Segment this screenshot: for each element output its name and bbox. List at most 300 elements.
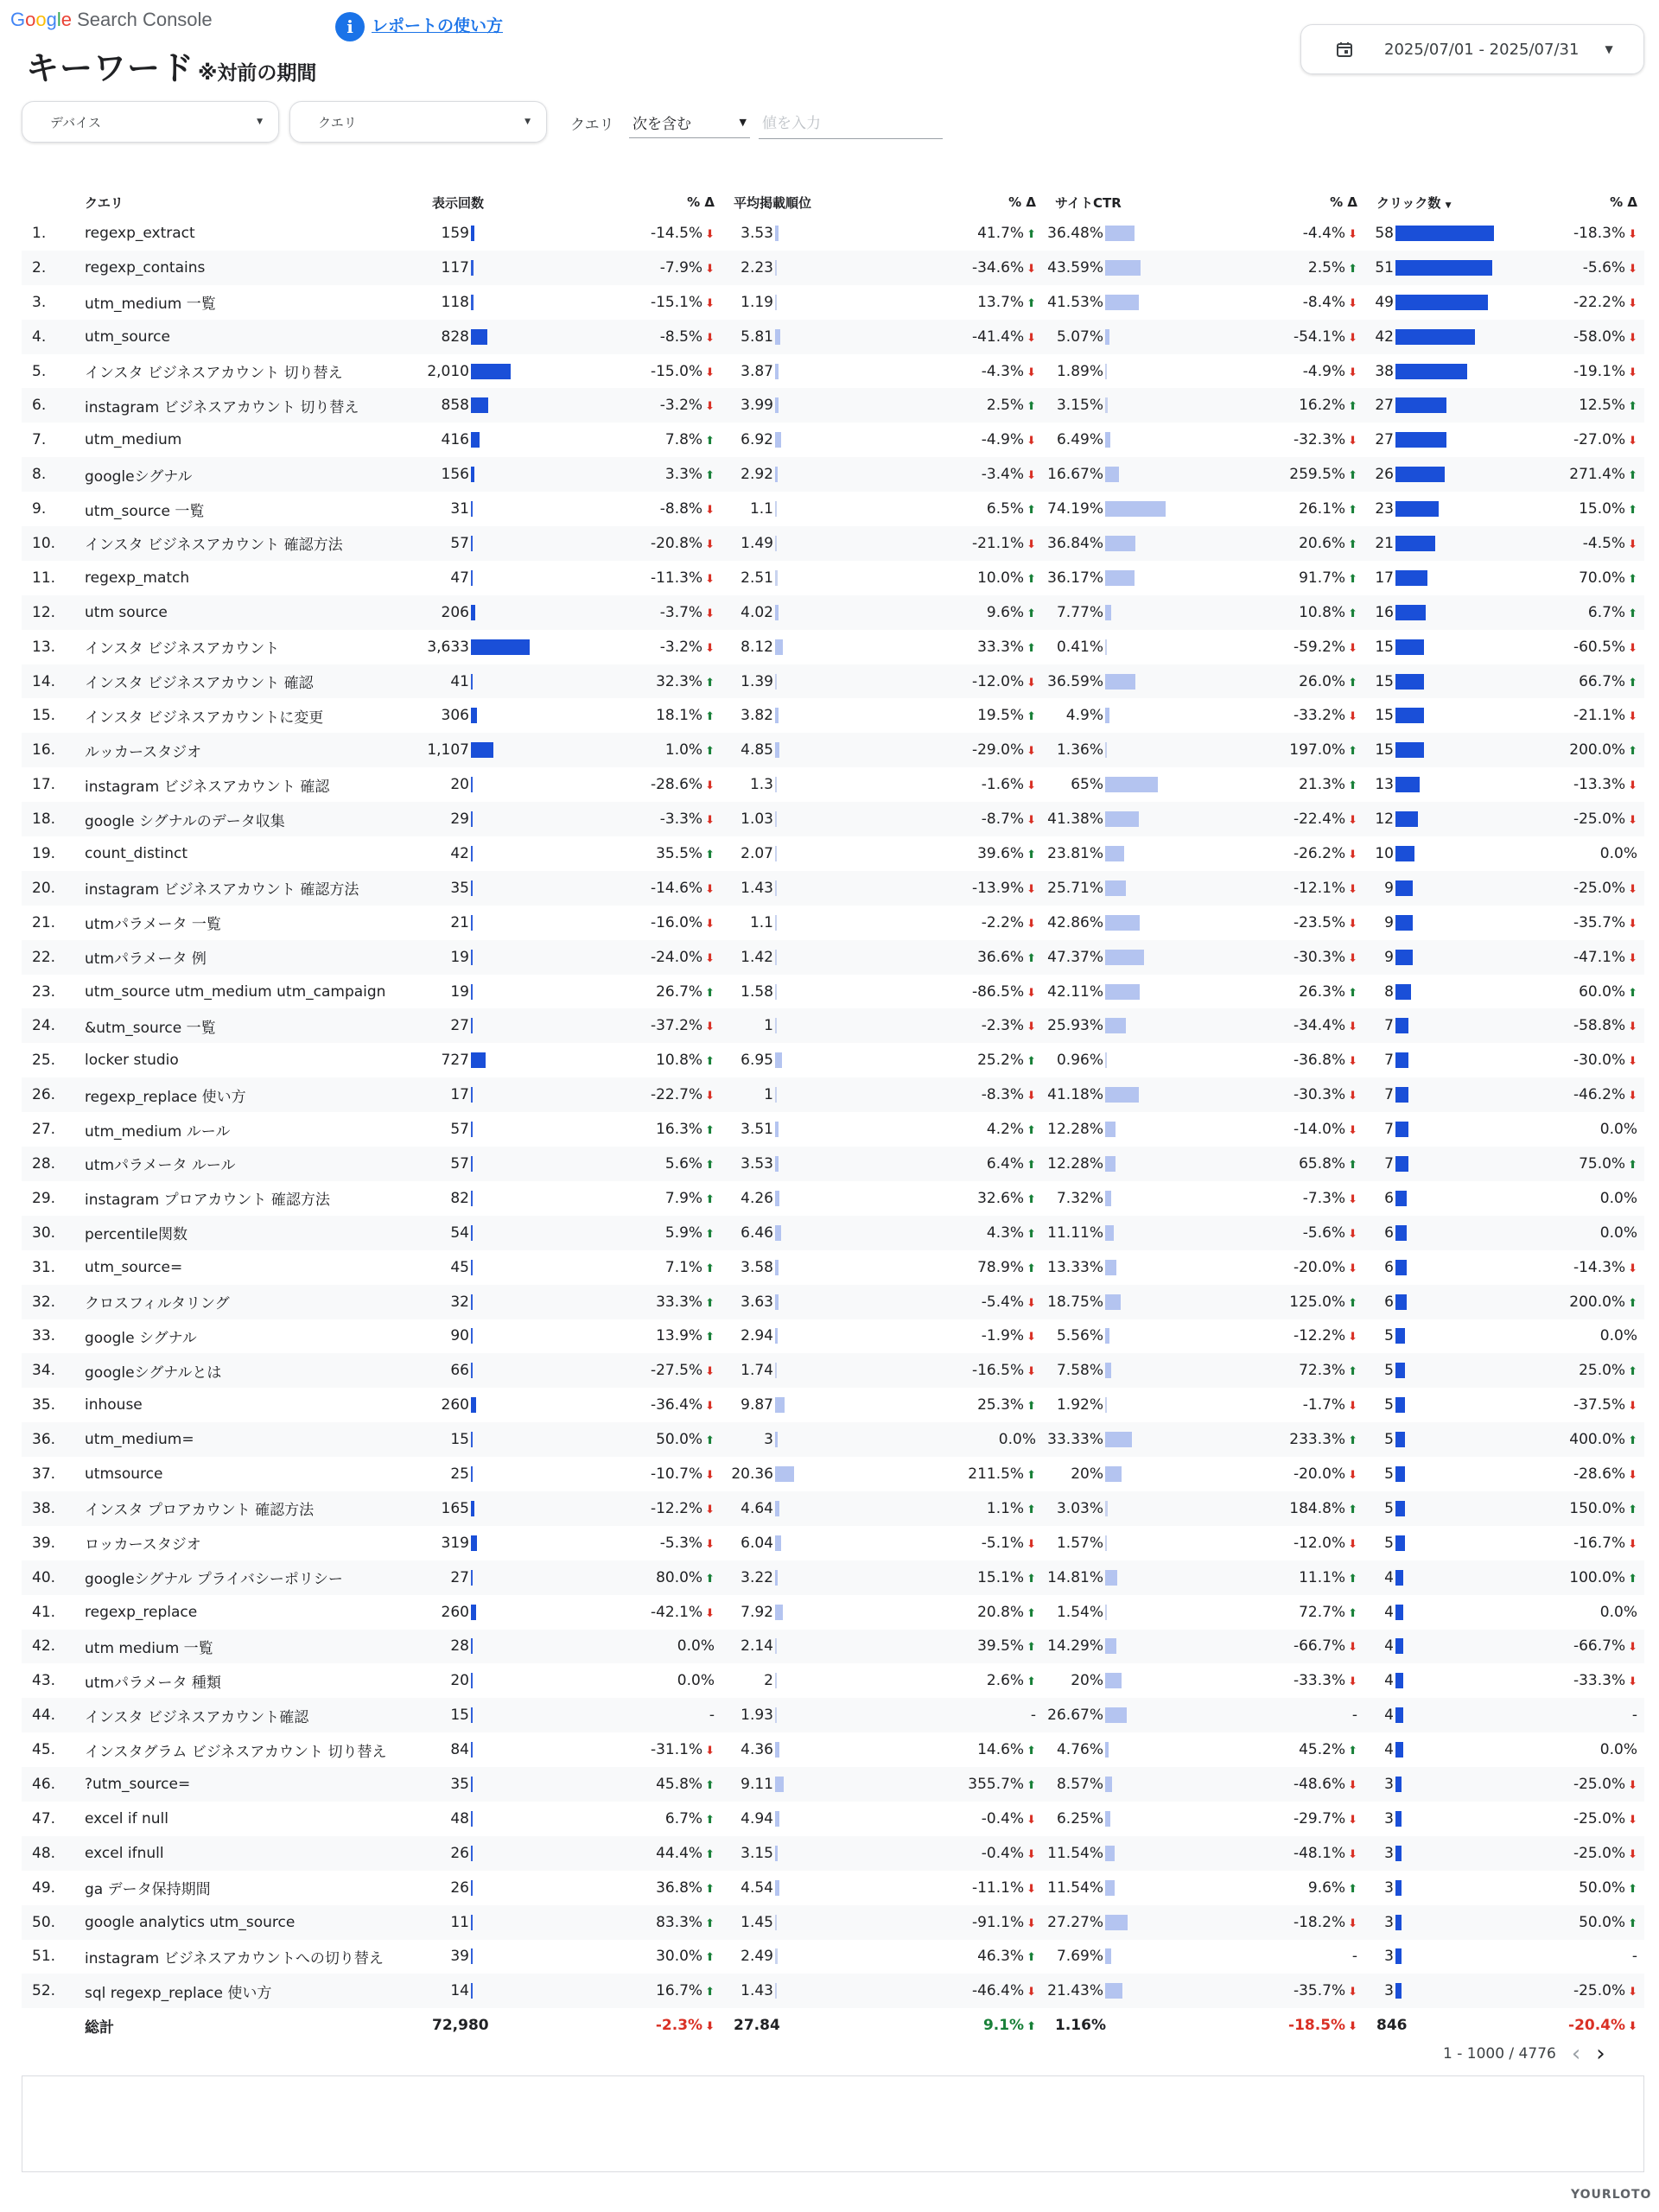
bar — [1395, 1742, 1403, 1758]
bar — [1105, 1122, 1116, 1137]
help-link[interactable]: レポートの使い方 — [372, 16, 504, 35]
bar — [775, 226, 779, 241]
row-query[interactable]: google analytics utm_source — [85, 1905, 400, 1940]
arrow-down-icon: ⬇ — [1027, 1813, 1036, 1827]
table-row[interactable] — [22, 975, 1644, 1009]
table-row[interactable] — [22, 1905, 1644, 1940]
row-site-ctr: 11.54% — [1043, 1871, 1173, 1905]
table-row[interactable] — [22, 1560, 1644, 1595]
arrow-up-icon: ⬆ — [1348, 676, 1357, 690]
row-query[interactable]: excel if null — [85, 1809, 168, 1827]
row-query[interactable]: instagram ビジネスアカウントへの切り替え — [85, 1949, 384, 1967]
row-query[interactable]: utmパラメータ ルール — [85, 1147, 400, 1181]
row-query[interactable]: utm medium 一覧 — [85, 1630, 400, 1664]
arrow-up-icon: ⬆ — [1628, 1916, 1637, 1930]
row-avg-position: 3.63 — [721, 1285, 851, 1319]
bar — [1395, 1605, 1403, 1620]
arrow-up-icon: ⬆ — [1348, 1365, 1357, 1379]
row-delta-impressions: 44.4% ⬆ — [530, 1836, 721, 1871]
bar — [1395, 1052, 1408, 1068]
bar — [471, 1948, 473, 1964]
row-delta-position: 15.1% ⬆ — [851, 1560, 1043, 1595]
row-query[interactable]: インスタ ビジネスアカウント 切り替え — [85, 365, 343, 382]
row-rank: 43. — [32, 1672, 56, 1690]
row-rank: 22. — [22, 940, 85, 975]
device-filter[interactable] — [22, 101, 279, 143]
row-rank: 18. — [22, 802, 85, 836]
row-delta-position: 39.6% ⬆ — [977, 844, 1036, 862]
operator-select[interactable] — [629, 107, 750, 138]
bar — [1395, 674, 1424, 690]
bar — [775, 1397, 785, 1413]
row-impressions: 2,010 — [400, 354, 530, 389]
row-rank: 34. — [22, 1353, 85, 1388]
row-clicks: 9 — [1364, 940, 1494, 975]
bar — [471, 777, 473, 792]
bar — [471, 1122, 473, 1137]
row-site-ctr: 43.59% — [1043, 251, 1173, 285]
row-avg-position: 7.92 — [721, 1595, 851, 1630]
chevron-right-icon[interactable]: › — [1596, 2041, 1605, 2067]
row-delta-position: 6.4% ⬆ — [851, 1147, 1043, 1181]
table-row[interactable] — [22, 354, 1644, 389]
arrow-down-icon: ⬇ — [1027, 1986, 1036, 1999]
row-query[interactable]: googleシグナル プライバシーポリシー — [85, 1560, 400, 1595]
row-delta-impressions: 6.7% ⬆ — [664, 1809, 715, 1827]
bar — [775, 1948, 778, 1964]
row-query[interactable]: instagram ビジネスアカウント 確認 — [85, 778, 330, 796]
row-delta-ctr: -12.2% ⬇ — [1293, 1327, 1357, 1345]
row-site-ctr: 74.19% — [1043, 492, 1173, 526]
table-row[interactable] — [22, 1285, 1644, 1319]
row-query[interactable]: インスタ ビジネスアカウント 確認 — [85, 664, 400, 699]
table-row[interactable] — [22, 630, 1644, 664]
row-avg-position: 2.51 — [721, 561, 851, 595]
row-delta-position: -12.0% ⬇ — [851, 664, 1043, 699]
row-delta-clicks: -25.0% ⬇ — [1494, 1974, 1644, 2008]
bar — [775, 1294, 779, 1310]
bar — [471, 1466, 473, 1482]
col-delta-impressions[interactable]: % Δ — [687, 194, 715, 210]
row-site-ctr: 3.03% — [1043, 1491, 1173, 1526]
arrow-up-icon: ⬆ — [1348, 469, 1357, 483]
bar — [1395, 1191, 1407, 1206]
row-clicks: 3 — [1364, 1871, 1494, 1905]
row-clicks: 10 — [1364, 836, 1494, 871]
row-delta-clicks: 150.0% ⬆ — [1494, 1491, 1644, 1526]
bar — [775, 1605, 783, 1620]
row-query[interactable]: regexp_match — [85, 569, 190, 587]
row-query[interactable]: regexp_replace — [85, 1603, 198, 1621]
row-query[interactable]: utm source — [85, 595, 400, 630]
table-row[interactable] — [22, 1388, 1644, 1422]
row-query[interactable]: utm_source 一覧 — [85, 502, 205, 520]
bar — [775, 1260, 779, 1275]
row-query[interactable]: utm_source — [85, 320, 400, 354]
table-row[interactable] — [22, 1491, 1644, 1526]
row-query[interactable]: instagram プロアカウント 確認方法 — [85, 1192, 330, 1210]
row-query[interactable]: utmパラメータ 例 — [85, 940, 400, 975]
table-row[interactable] — [22, 216, 1644, 251]
table-row[interactable] — [22, 1077, 1644, 1112]
table-row[interactable] — [22, 1112, 1644, 1147]
table-row[interactable] — [22, 595, 1644, 630]
row-query[interactable]: utm_medium 一覧 — [85, 296, 216, 314]
col-avg-position[interactable]: 平均掲載順位 — [734, 194, 812, 211]
row-avg-position: 1.3 — [721, 767, 851, 802]
row-delta-position: 0.0% — [851, 1422, 1043, 1457]
row-impressions: 54 — [400, 1216, 530, 1250]
arrow-up-icon: ⬆ — [1027, 296, 1036, 310]
row-query[interactable]: &utm_source 一覧 — [85, 1008, 400, 1043]
row-delta-ctr: 125.0% ⬆ — [1173, 1285, 1364, 1319]
row-delta-clicks: -4.5% ⬇ — [1494, 526, 1644, 561]
bar — [1105, 605, 1111, 620]
row-delta-impressions: 33.3% ⬆ — [530, 1285, 721, 1319]
bar — [471, 536, 473, 551]
bar — [775, 846, 777, 861]
row-site-ctr: 0.96% — [1043, 1043, 1173, 1077]
row-query[interactable]: googleシグナル — [85, 457, 400, 492]
arrow-down-icon: ⬇ — [705, 296, 715, 310]
row-query[interactable]: インスタ ビジネスアカウントに変更 — [85, 709, 324, 727]
arrow-up-icon: ⬆ — [705, 435, 715, 448]
arrow-down-icon: ⬇ — [1628, 641, 1637, 655]
table-row[interactable] — [22, 1802, 1644, 1836]
row-query[interactable]: google シグナル — [85, 1329, 197, 1347]
table-row[interactable] — [22, 561, 1644, 595]
row-avg-position: 1.45 — [721, 1905, 851, 1940]
table-header-row — [22, 188, 1644, 216]
arrow-up-icon: ⬆ — [705, 676, 715, 690]
arrow-down-icon: ⬇ — [1027, 1331, 1036, 1344]
arrow-up-icon: ⬆ — [1027, 227, 1036, 241]
table-row[interactable] — [22, 664, 1644, 699]
arrow-down-icon: ⬇ — [705, 917, 715, 931]
table-row[interactable] — [22, 457, 1644, 492]
arrow-up-icon: ⬆ — [1027, 1675, 1036, 1689]
row-delta-ctr: 65.8% ⬆ — [1173, 1147, 1364, 1181]
bar — [471, 1811, 473, 1827]
arrow-down-icon: ⬇ — [1628, 1675, 1637, 1689]
table-row[interactable] — [22, 320, 1644, 354]
col-clicks-label: クリック数 — [1376, 194, 1441, 211]
row-query[interactable]: インスタ ビジネスアカウント確認 — [85, 1698, 400, 1732]
row-query[interactable]: excel ifnull — [85, 1836, 400, 1871]
arrow-up-icon: ⬆ — [1348, 1572, 1357, 1586]
row-impressions: 260 — [400, 1388, 530, 1422]
table-row[interactable] — [22, 1630, 1644, 1664]
row-delta-position: 1.1% ⬆ — [851, 1491, 1043, 1526]
logo-product-name: Search Console — [72, 9, 213, 30]
row-query[interactable]: utm_medium ルール — [85, 1122, 231, 1141]
arrow-up-icon: ⬆ — [1348, 1606, 1357, 1620]
table-row[interactable] — [22, 285, 1644, 320]
row-query[interactable]: utm_medium= — [85, 1422, 400, 1457]
row-site-ctr: 16.67% — [1043, 457, 1173, 492]
row-rank: 26. — [22, 1077, 85, 1112]
row-query[interactable]: utm_medium — [85, 431, 182, 449]
row-query[interactable]: instagram ビジネスアカウント 確認方法 — [85, 871, 400, 906]
row-delta-impressions: -42.1% ⬇ — [650, 1603, 715, 1621]
table-row[interactable] — [22, 871, 1644, 906]
bar — [775, 1156, 779, 1172]
row-delta-position: 6.5% ⬆ — [986, 500, 1036, 518]
arrow-up-icon: ⬆ — [705, 469, 715, 483]
row-query[interactable]: utm_source= — [85, 1258, 183, 1276]
row-delta-impressions: 83.3% ⬆ — [530, 1905, 721, 1940]
table-row[interactable] — [22, 1181, 1644, 1216]
table-row[interactable] — [22, 940, 1644, 975]
row-impressions: 206 — [400, 595, 530, 630]
row-delta-clicks: - — [1631, 1948, 1637, 1966]
table-row[interactable] — [22, 906, 1644, 940]
table-row[interactable] — [22, 1250, 1644, 1285]
arrow-down-icon: ⬇ — [705, 400, 715, 414]
table-row[interactable] — [22, 1663, 1644, 1698]
row-query[interactable]: instagram ビジネスアカウント 切り替え — [85, 388, 400, 423]
row-site-ctr: 0.41% — [1043, 630, 1173, 664]
row-rank: 1. — [32, 224, 47, 242]
table-row[interactable] — [22, 1422, 1644, 1457]
row-rank: 25. — [32, 1052, 56, 1070]
row-site-ctr: 65% — [1043, 767, 1173, 802]
row-delta-clicks: 271.4% ⬆ — [1494, 457, 1644, 492]
row-query[interactable]: regexp_extract — [85, 224, 195, 242]
table-row[interactable] — [22, 767, 1644, 802]
table-row[interactable] — [22, 1871, 1644, 1905]
bar — [471, 811, 473, 827]
row-delta-ctr: -20.0% ⬇ — [1293, 1258, 1357, 1276]
arrow-up-icon: ⬆ — [705, 710, 715, 724]
table-row[interactable] — [22, 1216, 1644, 1250]
row-delta-position: 20.8% ⬆ — [977, 1603, 1036, 1621]
bar — [1105, 1363, 1111, 1378]
row-impressions: 26 — [400, 1836, 530, 1871]
row-query[interactable]: utmsource — [85, 1465, 163, 1483]
filter-value-input[interactable] — [759, 109, 943, 139]
row-avg-position: 1 — [721, 1008, 851, 1043]
row-delta-clicks: -28.6% ⬇ — [1573, 1465, 1637, 1483]
bar — [1105, 1294, 1121, 1310]
bar — [775, 536, 777, 551]
arrow-up-icon: ⬆ — [1628, 469, 1637, 483]
bar — [471, 639, 530, 655]
row-site-ctr: 1.89% — [1043, 354, 1173, 389]
table-row[interactable] — [22, 698, 1644, 733]
row-query[interactable]: utmパラメータ 種類 — [85, 1674, 221, 1692]
bar — [1105, 1328, 1109, 1344]
row-delta-impressions: -8.5% ⬇ — [530, 320, 721, 354]
col-delta-position[interactable]: % Δ — [1008, 194, 1036, 210]
row-clicks: 27 — [1364, 388, 1494, 423]
arrow-up-icon: ⬆ — [705, 848, 715, 861]
row-impressions: 42 — [400, 836, 530, 871]
pagination-range: 1 - 1000 / 4776 — [1443, 2045, 1556, 2063]
bar — [1105, 432, 1110, 448]
row-delta-impressions: -16.0% ⬇ — [650, 913, 715, 931]
row-site-ctr: 1.92% — [1043, 1388, 1173, 1422]
row-delta-position: -5.4% ⬇ — [851, 1285, 1043, 1319]
row-clicks: 15 — [1364, 733, 1494, 767]
row-site-ctr: 5.56% — [1043, 1319, 1173, 1354]
row-query[interactable]: ロッカースタジオ — [85, 1536, 201, 1554]
row-query[interactable]: inhouse — [85, 1396, 143, 1414]
bar — [471, 1638, 473, 1654]
table-row[interactable] — [22, 423, 1644, 457]
row-query[interactable]: インスタ プロアカウント 確認方法 — [85, 1491, 400, 1526]
info-icon[interactable]: i — [335, 12, 365, 41]
row-query[interactable]: count_distinct — [85, 844, 188, 862]
row-clicks: 4 — [1364, 1595, 1494, 1630]
arrow-up-icon: ⬆ — [1348, 1745, 1357, 1758]
arrow-down-icon: ⬇ — [1348, 1779, 1357, 1793]
table-row[interactable] — [22, 1595, 1644, 1630]
row-impressions: 15 — [400, 1698, 530, 1732]
arrow-up-icon: ⬆ — [1348, 1296, 1357, 1310]
table-row[interactable] — [22, 1457, 1644, 1491]
row-impressions: 35 — [400, 871, 530, 906]
col-impressions[interactable]: 表示回数 — [432, 194, 485, 211]
bar — [1105, 708, 1109, 723]
row-query[interactable]: ga データ保持期間 — [85, 1881, 211, 1899]
table-row[interactable] — [22, 526, 1644, 561]
table-row[interactable] — [22, 388, 1644, 423]
bar — [1105, 1052, 1107, 1068]
arrow-up-icon: ⬆ — [1027, 1606, 1036, 1620]
row-query[interactable]: percentile関数 — [85, 1216, 400, 1250]
col-delta-ctr[interactable]: % Δ — [1330, 194, 1357, 210]
row-delta-ctr: 16.2% ⬆ — [1173, 388, 1364, 423]
row-query[interactable]: クロスフィルタリング — [85, 1285, 400, 1319]
row-query[interactable]: インスタ ビジネスアカウント — [85, 640, 280, 658]
row-query[interactable]: google シグナルのデータ収集 — [85, 802, 400, 836]
bar — [1105, 1948, 1111, 1964]
row-delta-impressions: -3.7% ⬇ — [530, 595, 721, 630]
query-filter[interactable] — [289, 101, 547, 143]
table-row[interactable] — [22, 1043, 1644, 1077]
table-row[interactable] — [22, 1008, 1644, 1043]
row-delta-impressions: 0.0% — [677, 1672, 715, 1690]
row-delta-clicks: 12.5% ⬆ — [1494, 388, 1644, 423]
row-impressions: 28 — [400, 1630, 530, 1664]
col-site-ctr[interactable]: サイトCTR — [1055, 194, 1122, 211]
row-rank: 12. — [22, 595, 85, 630]
row-query[interactable]: utm_source utm_medium utm_campaign — [85, 982, 386, 1001]
row-delta-clicks: 50.0% ⬆ — [1579, 1878, 1637, 1897]
row-site-ctr: 36.17% — [1043, 561, 1173, 595]
row-rank: 6. — [22, 388, 85, 423]
table-row[interactable] — [22, 1147, 1644, 1181]
table-row[interactable] — [22, 1526, 1644, 1560]
bar — [471, 1191, 473, 1206]
col-query[interactable]: クエリ — [85, 194, 124, 211]
row-avg-position: 1 — [721, 1077, 851, 1112]
row-rank: 39. — [32, 1534, 56, 1552]
table-row[interactable] — [22, 1353, 1644, 1388]
bar — [471, 397, 488, 413]
arrow-down-icon: ⬇ — [1348, 1537, 1357, 1551]
table-row[interactable] — [22, 733, 1644, 767]
row-site-ctr: 20% — [1043, 1663, 1173, 1698]
table-row[interactable] — [22, 802, 1644, 836]
row-delta-ctr: -30.3% ⬇ — [1173, 1077, 1364, 1112]
totals-clicks: 846 — [1376, 2017, 1408, 2035]
row-query[interactable]: sql regexp_replace 使い方 — [85, 1974, 400, 2008]
table-row[interactable] — [22, 1974, 1644, 2008]
bar — [775, 295, 777, 310]
table-row[interactable] — [22, 1732, 1644, 1767]
row-query[interactable]: googleシグナルとは — [85, 1353, 400, 1388]
row-site-ctr: 41.53% — [1043, 285, 1173, 320]
row-query[interactable]: インスタグラム ビジネスアカウント 切り替え — [85, 1743, 387, 1761]
row-site-ctr: 4.9% — [1043, 698, 1173, 733]
arrow-down-icon: ⬇ — [1027, 745, 1036, 759]
col-clicks[interactable] — [1364, 188, 1494, 216]
arrow-up-icon: ⬆ — [705, 986, 715, 1000]
bar — [1105, 811, 1139, 827]
arrow-down-icon: ⬇ — [1628, 1020, 1637, 1034]
table-row[interactable] — [22, 251, 1644, 285]
row-rank: 51. — [32, 1948, 56, 1966]
table-row[interactable] — [22, 1767, 1644, 1802]
row-delta-clicks: -25.0% ⬇ — [1573, 1809, 1637, 1827]
row-delta-clicks: -47.1% ⬇ — [1494, 940, 1644, 975]
row-delta-impressions: -37.2% ⬇ — [530, 1008, 721, 1043]
row-impressions: 117 — [400, 251, 530, 285]
row-query[interactable]: utmパラメータ 一覧 — [85, 916, 221, 934]
row-impressions: 32 — [400, 1285, 530, 1319]
table-row[interactable] — [22, 492, 1644, 526]
arrow-down-icon: ⬇ — [1628, 710, 1637, 724]
arrow-up-icon: ⬆ — [1348, 1158, 1357, 1172]
row-avg-position: 3.22 — [721, 1560, 851, 1595]
row-query[interactable]: ルッカースタジオ — [85, 733, 400, 767]
row-delta-ctr: - — [1173, 1698, 1364, 1732]
arrow-up-icon: ⬆ — [1027, 504, 1036, 518]
table-row[interactable] — [22, 1698, 1644, 1732]
arrow-up-icon: ⬆ — [1348, 745, 1357, 759]
chevron-left-icon[interactable]: ‹ — [1571, 2041, 1581, 2067]
bar — [471, 329, 487, 345]
date-range-picker[interactable] — [1300, 24, 1644, 74]
row-delta-ctr: -54.1% ⬇ — [1173, 320, 1364, 354]
arrow-up-icon: ⬆ — [1348, 986, 1357, 1000]
row-query[interactable]: インスタ ビジネスアカウント 確認方法 — [85, 526, 400, 561]
row-query[interactable]: ?utm_source= — [85, 1767, 400, 1802]
row-query[interactable]: regexp_contains — [85, 251, 400, 285]
bar — [1105, 1777, 1112, 1792]
arrow-down-icon: ⬇ — [1628, 1262, 1637, 1275]
table-row[interactable] — [22, 836, 1644, 871]
bar — [1105, 329, 1109, 345]
row-query[interactable]: regexp_replace 使い方 — [85, 1077, 400, 1112]
row-query[interactable]: locker studio — [85, 1052, 179, 1070]
arrow-down-icon: ⬇ — [1027, 779, 1036, 793]
row-delta-position: 33.3% ⬆ — [977, 638, 1036, 656]
row-rank: 48. — [22, 1836, 85, 1871]
bar — [775, 777, 777, 792]
col-delta-clicks[interactable]: % Δ — [1610, 194, 1637, 210]
table-row[interactable] — [22, 1319, 1644, 1354]
table-row[interactable] — [22, 1836, 1644, 1871]
row-rank: 19. — [32, 844, 56, 862]
row-impressions: 31 — [400, 492, 530, 526]
bar — [1105, 226, 1135, 241]
bar — [1395, 1087, 1408, 1103]
arrow-down-icon: ⬇ — [1348, 710, 1357, 724]
table-row[interactable] — [22, 1940, 1644, 1974]
